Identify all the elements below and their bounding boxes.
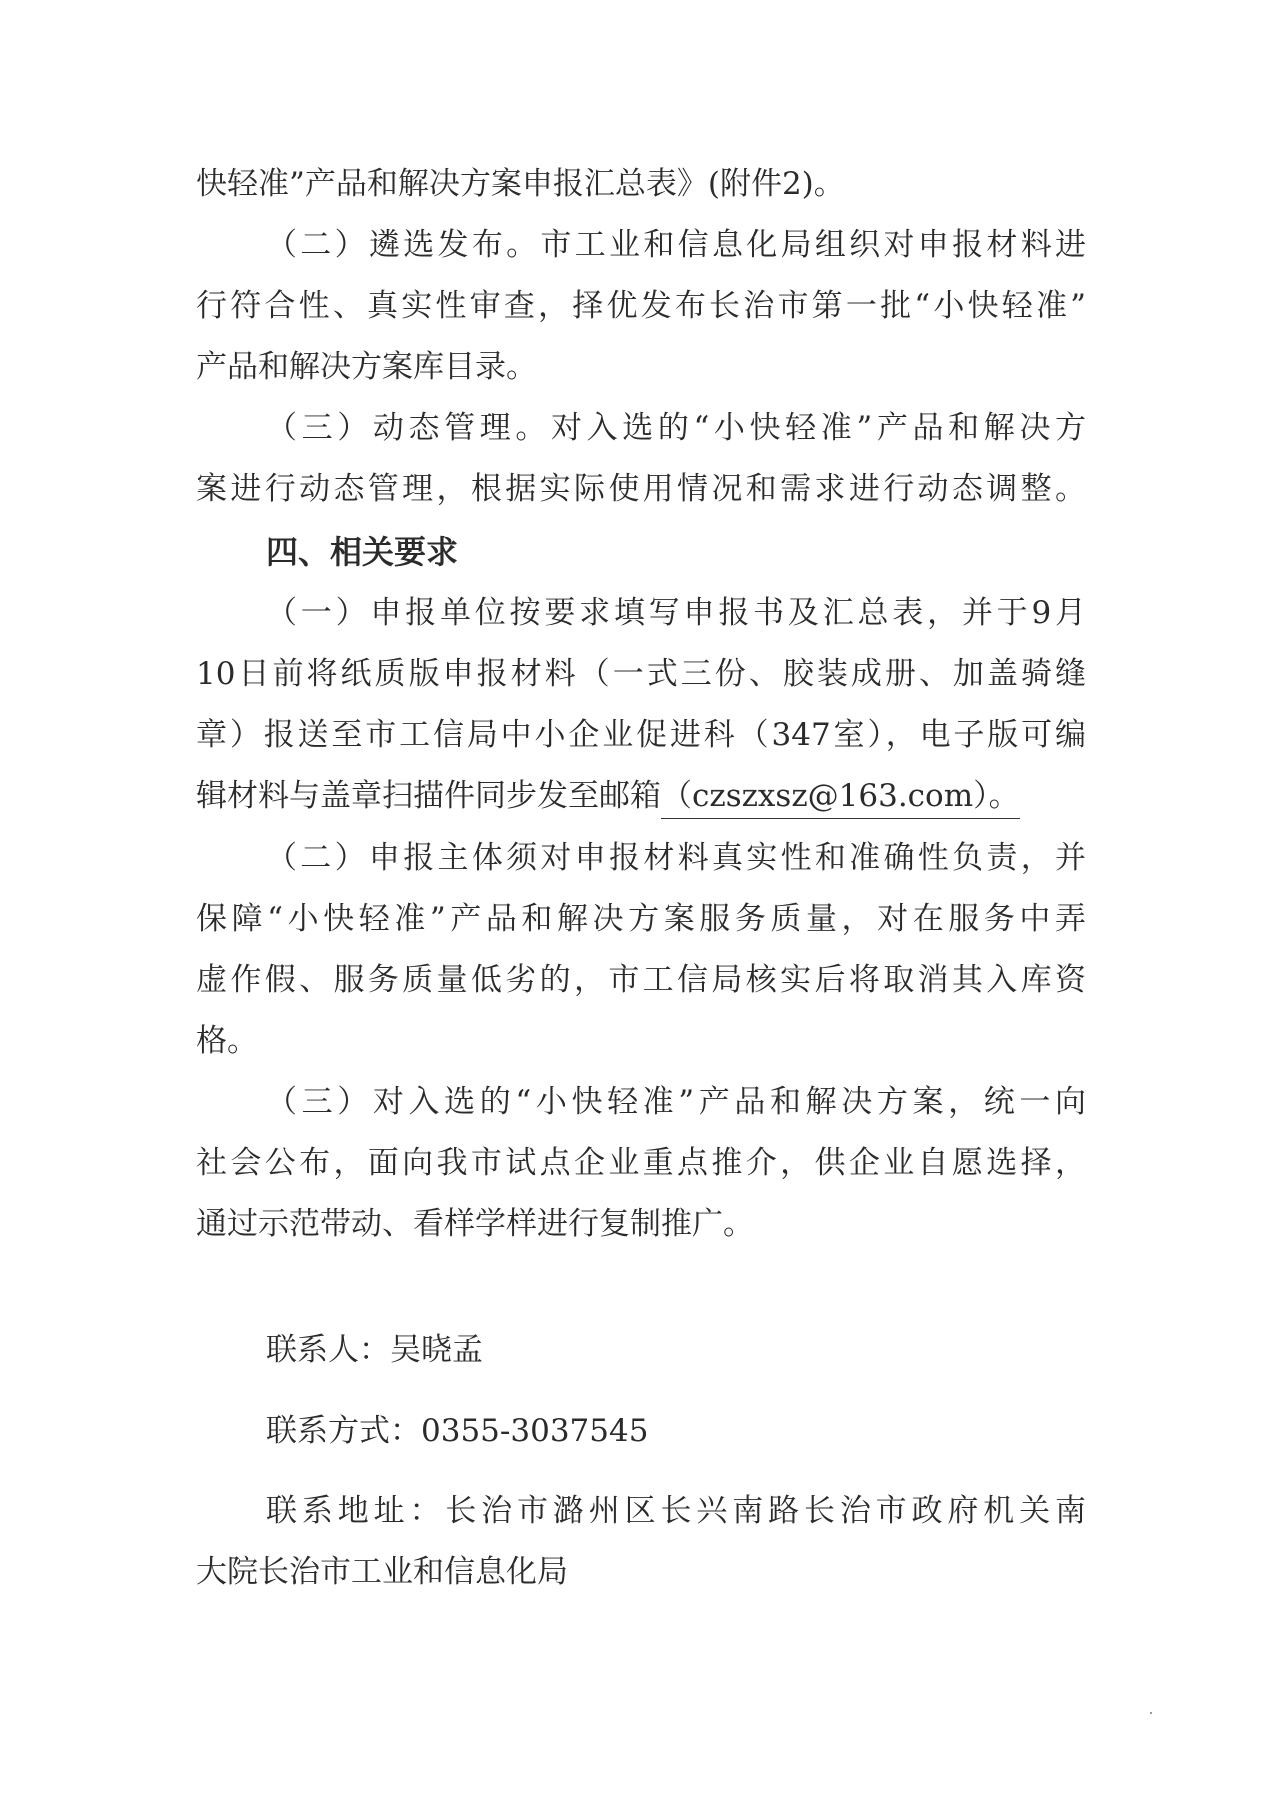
text-line-req2-end: 格。 [196, 1023, 258, 1059]
text-line-req1-email [196, 776, 1086, 819]
text-line-req2-quality: 保障“小快轻准”产品和解决方案服务质量，对在服务中弄 [196, 901, 1086, 937]
text-line-req3-end: 通过示范带动、看样学样进行复制推广。 [196, 1206, 754, 1242]
text-line-req3-start: （三）对入选的“小快轻准”产品和解决方案，统一向 [266, 1084, 1086, 1120]
text-line-selection-title: （二）遴选发布。市工业和信息化局组织对申报材料进 [266, 227, 1086, 263]
text-line-req1-office: 章）报送至市工信局中小企业促进科（347室），电子版可编 [196, 717, 1086, 753]
contact-address-line2: 大院长治市工业和信息化局 [196, 1554, 568, 1590]
scan-speck [1150, 1712, 1152, 1714]
contact-address-line1: 联系地址：长治市潞州区长兴南路长治市政府机关南 [266, 1493, 1086, 1529]
text-line-selection-end: 产品和解决方案库目录。 [196, 349, 537, 385]
text-line-dynamic-body: 案进行动态管理，根据实际使用情况和需求进行动态调整。 [196, 471, 1086, 507]
text-line-dynamic-title: （三）动态管理。对入选的“小快轻准”产品和解决方 [266, 410, 1086, 446]
text-line-selection-body: 行符合性、真实性审查，择优发布长治市第一批“小快轻准” [196, 288, 1086, 324]
text-line-req2-start: （二）申报主体须对申报材料真实性和准确性负责，并 [266, 840, 1086, 876]
text-line-attachment-ref: 快轻准”产品和解决方案申报汇总表》(附件2)。 [196, 166, 845, 202]
contact-phone: 联系方式：0355-3037545 [266, 1413, 649, 1449]
section-heading-requirements: 四、相关要求 [266, 533, 459, 571]
text-line-req1-deadline: 10日前将纸质版申报材料（一式三份、胶装成册、加盖骑缝 [196, 656, 1086, 692]
contact-person: 联系人：吴晓孟 [266, 1332, 483, 1368]
email-prefix: 辑材料与盖章扫描件同步发至邮箱 [196, 778, 661, 814]
text-line-req2-penalty: 虚作假、服务质量低劣的，市工信局核实后将取消其入库资 [196, 962, 1086, 998]
text-line-req3-publish: 社会公布，面向我市试点企业重点推介，供企业自愿选择， [196, 1145, 1086, 1181]
email-address-link[interactable]: （czszxsz@163.com）。 [661, 776, 1020, 819]
text-line-req1-start: （一）申报单位按要求填写申报书及汇总表，并于9月 [266, 595, 1086, 631]
